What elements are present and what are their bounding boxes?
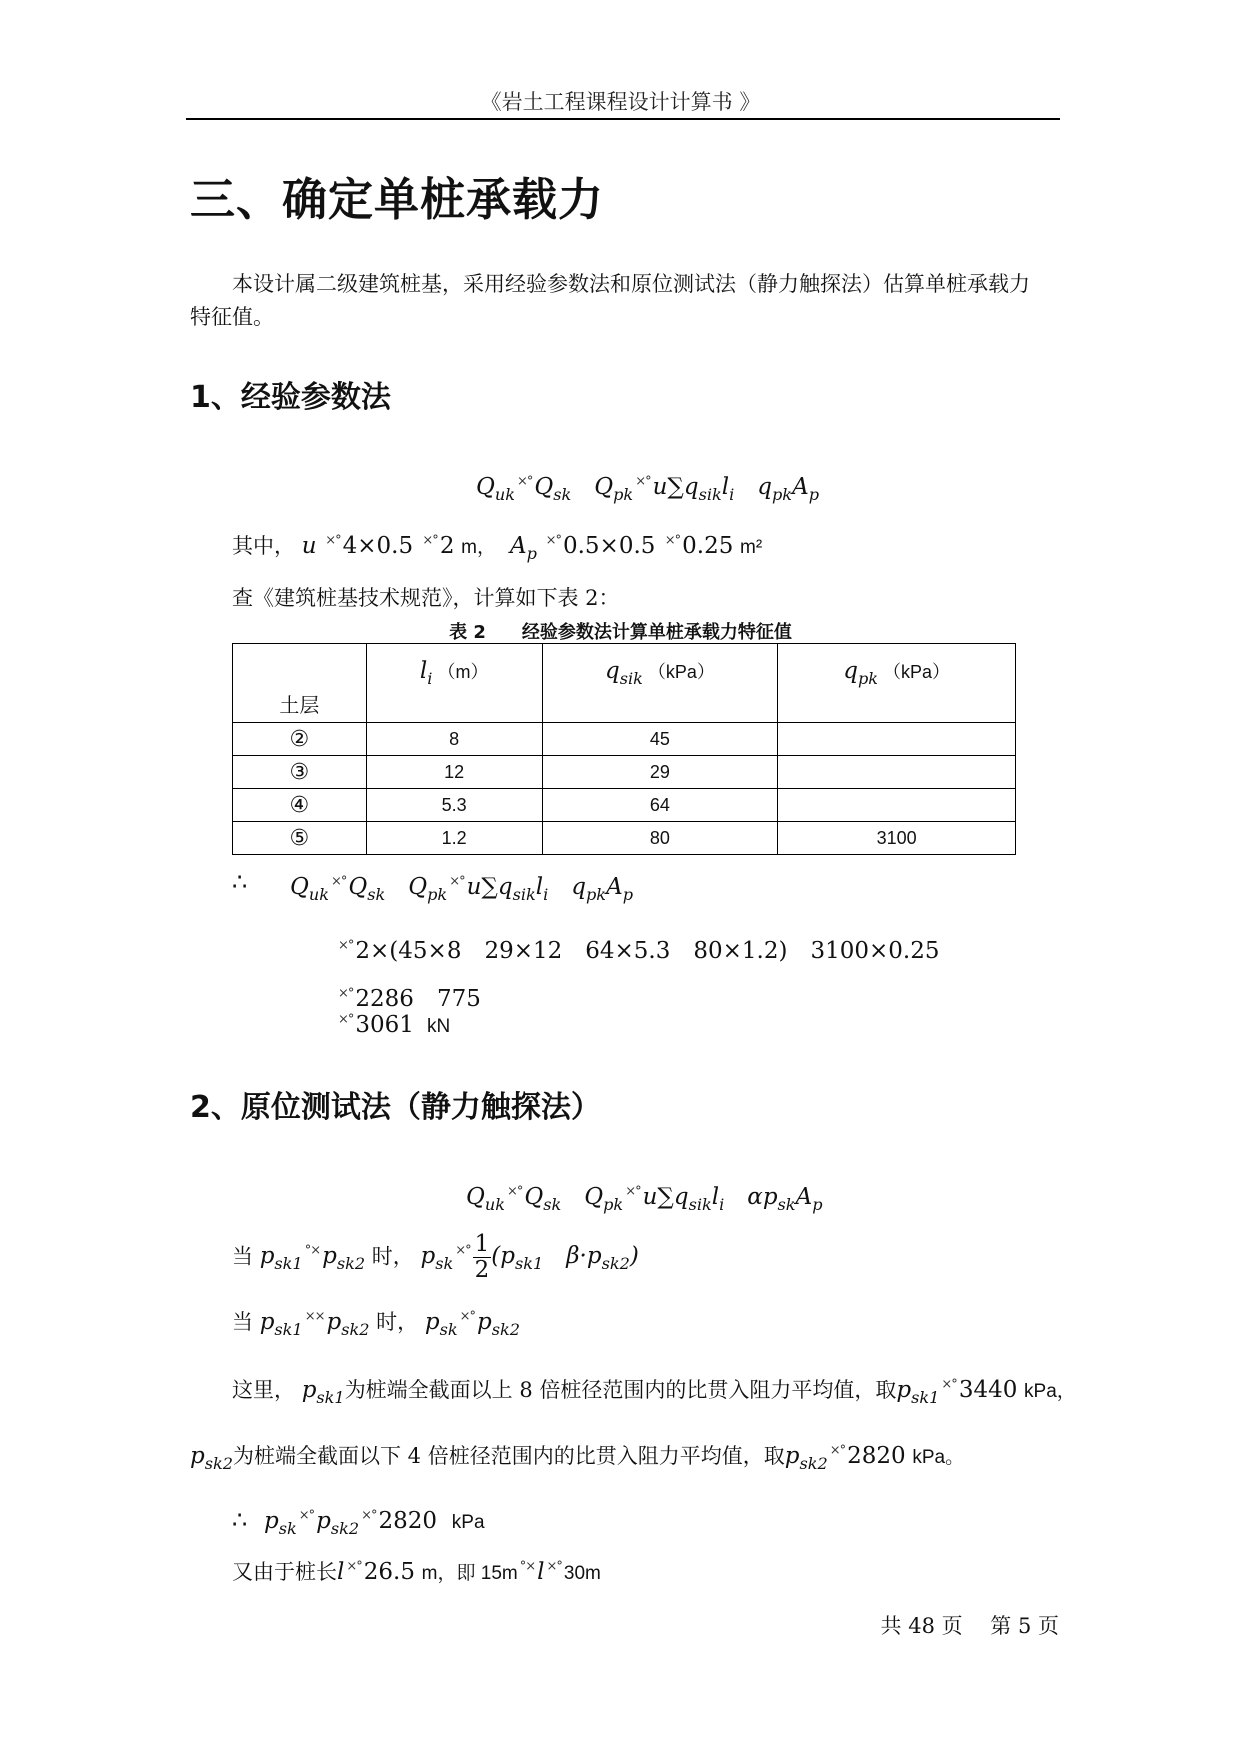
intro-line-1: 本设计属二级建筑桩基，采用经验参数法和原位测试法（静力触探法）估算单桩承载力 [232, 272, 1030, 296]
cell-li: 12 [366, 756, 542, 789]
formula-empirical: $Q_{uk}^{\times^\circ}Q_{sk}$ $Q_{pk}^{\times^\circ}u\sum q_{sik}l_i$ $q_{pk}A_p$ [476, 474, 819, 504]
cell-soil: ④ [233, 789, 367, 822]
table-row [233, 723, 1016, 756]
lookup-line: 查《建筑桩基技术规范》，计算如下表 2： [232, 586, 620, 610]
cell-li: 1.2 [366, 822, 542, 855]
condition-line-1: 当 $p_{sk1}^{^\circ\times}p_{sk2}$ 时， $p_{sk}^{\times^\circ}$ $\frac{1}{2}$ ($p_{sk1}$ $\beta\cdot p_{sk2}$) [232, 1231, 639, 1284]
col-qpk: $q_{pk}$ （kPa） [778, 644, 1016, 723]
formula-empirical-repeat: $Q_{uk}^{\times^\circ}Q_{sk}$ $Q_{pk}^{\times^\circ}u\sum q_{sik}l_i$ $q_{pk}A_p$ [290, 874, 633, 904]
table-caption: 表 2 经验参数法计算单桩承载力特征值 [449, 622, 792, 643]
psk1-description: 这里， $p_{sk1}$为桩端全截面以上 8 倍桩径范围内的比贯入阻力平均值，取$p_{sk1}^{\times^\circ}3440$ kPa， [232, 1377, 1076, 1407]
calc-line-3: ×°3061 kN [338, 1012, 451, 1038]
intro-line-2: 特征值。 [190, 305, 274, 329]
calc-line-2: ×°2286 775 [338, 986, 481, 1012]
page-header: 《岩土工程课程设计计算书 》 [480, 90, 761, 114]
col-qsik: $q_{sik}$ （kPa） [542, 644, 778, 723]
cell-qsik: 64 [542, 789, 778, 822]
table-row [233, 756, 1016, 789]
cell-soil: ⑤ [233, 822, 367, 855]
formula-cpt: $Q_{uk}^{\times^\circ}Q_{sk}$ $Q_{pk}^{\times^\circ}u\sum q_{sik}l_i$ $\alpha p_{sk}A_p$ [466, 1184, 823, 1214]
col-li: $l_i$ （m） [366, 644, 542, 723]
pile-length-line: 又由于桩长l ×°26.5 m，即 15m °×l ×° 30m [232, 1559, 601, 1585]
cell-li: 5.3 [366, 789, 542, 822]
section-1-heading: 1、经验参数法 [190, 380, 391, 415]
chapter-title: 三、确定单桩承载力 [190, 173, 605, 226]
empirical-table [232, 643, 1016, 855]
cell-soil: ② [233, 723, 367, 756]
cell-qsik: 80 [542, 822, 778, 855]
cell-li: 8 [366, 723, 542, 756]
psk-result: ∴ $p_{sk}^{\times^\circ}p_{sk2}^{\times^\circ}2820$ kPa [232, 1506, 485, 1538]
condition-line-2: 当 $p_{sk1}^{\times\times}p_{sk2}$ 时， $p_{sk}^{\times^\circ}p_{sk2}$ [232, 1309, 521, 1339]
section-2-heading: 2、原位测试法（静力触探法） [190, 1090, 601, 1125]
psk2-description: $p_{sk2}$为桩端全截面以下 4 倍桩径范围内的比贯入阻力平均值，取$p_{sk2}^{\times^\circ}2820$ kPa。 [190, 1443, 965, 1473]
cell-soil: ③ [233, 756, 367, 789]
table-row [233, 789, 1016, 822]
page-footer: 共 48 页 第 5 页 [880, 1614, 1059, 1638]
cell-qpk [778, 789, 1016, 822]
calc-line-1: ×°2×(45×8 29×12 64×5.3 80×1.2) 3100×0.25 [338, 938, 940, 964]
table-row [233, 822, 1016, 855]
cell-qpk [778, 756, 1016, 789]
therefore-symbol-1: ∴ [232, 868, 248, 896]
where-line: 其中， u ×°4×0.5 ×°2 m， $A_p$ ×°0.5×0.5 ×°0.25 m² [232, 533, 763, 563]
header-rule [186, 118, 1060, 120]
col-soil: 土层 [233, 644, 367, 723]
cell-qpk: 3100 [778, 822, 1016, 855]
table-header-row [233, 644, 1016, 723]
cell-qsik: 29 [542, 756, 778, 789]
cell-qpk [778, 723, 1016, 756]
cell-qsik: 45 [542, 723, 778, 756]
